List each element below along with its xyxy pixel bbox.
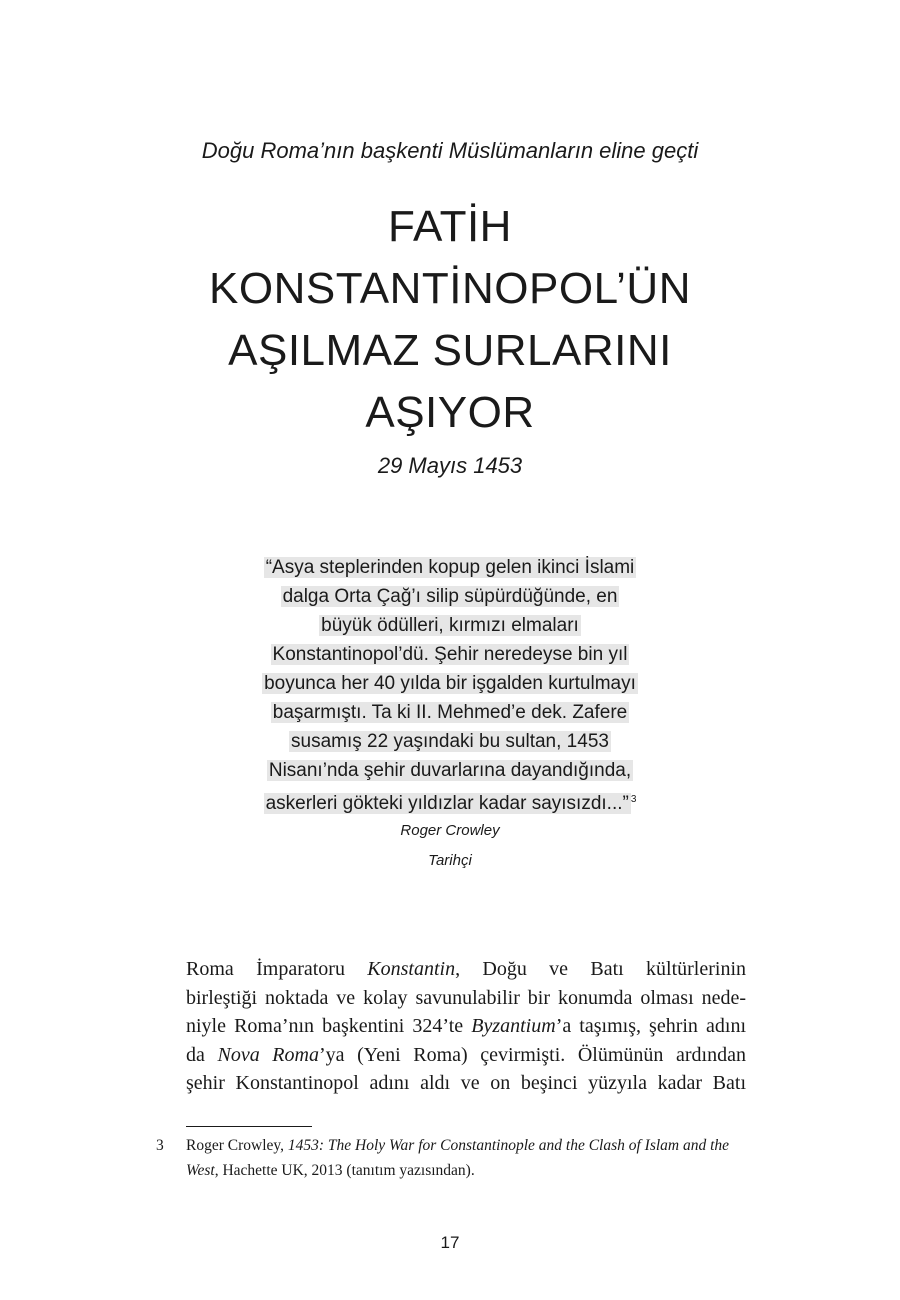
body-line: Roma İmparatoru Konstantin, Doğu ve Batı kültürlerinin bbox=[186, 958, 747, 980]
body-paragraph bbox=[186, 955, 746, 1098]
quote-line: Konstantinopol’dü. Şehir neredeyse bin yıl bbox=[272, 644, 628, 665]
quote-line: dalga Orta Çağ’ı silip süpürdüğünde, en bbox=[282, 586, 618, 607]
chapter-title bbox=[0, 196, 900, 444]
quote-author-role: Tarihçi bbox=[428, 852, 472, 869]
quote-line: büyük ödülleri, kırmızı elmaları bbox=[321, 615, 579, 636]
quote-line: askerleri gökteki yıldızlar kadar sayısızdı...” bbox=[265, 793, 629, 815]
footnote-number: 3 bbox=[156, 1137, 164, 1154]
title-line: AŞIYOR bbox=[365, 388, 535, 437]
italic-text: Nova Roma bbox=[217, 1043, 319, 1066]
quote-author: Roger Crowley bbox=[400, 822, 500, 839]
body-line: da Nova Roma’ya (Yeni Roma) çevirmişti. Ölümünün ardından bbox=[186, 1043, 746, 1066]
quote-line: “Asya steplerinden kopup gelen ikinci İslami bbox=[265, 557, 635, 578]
quote-line: başarmıştı. Ta ki II. Mehmed’e dek. Zafere bbox=[272, 702, 628, 723]
quote-line: susamış 22 yaşındaki bu sultan, 1453 bbox=[291, 731, 609, 752]
quote-line: boyunca her 40 yılda bir işgalden kurtulmayı bbox=[264, 673, 636, 694]
chapter-kicker: Doğu Roma’nın başkenti Müslümanların eline geçti bbox=[201, 138, 699, 163]
footnote-text: Roger Crowley, 1453: The Holy War for Constantinople and the Clash of Islam and the West, Hachette UK, 2013 (tanıtım yazısından). bbox=[186, 1137, 730, 1179]
title-line: AŞILMAZ SURLARINI bbox=[228, 326, 672, 375]
chapter-date: 29 Mayıs 1453 bbox=[377, 453, 523, 478]
body-line: birleştiği noktada ve kolay savunulabilir bir konumda olması nede- bbox=[186, 986, 746, 1009]
footnote-divider bbox=[186, 1126, 312, 1127]
page-number: 17 bbox=[440, 1233, 460, 1252]
italic-text: 1453: The Holy War for Constantinople and the Clash of Islam and the West bbox=[186, 1137, 730, 1179]
italic-text: Konstantin bbox=[367, 958, 456, 980]
italic-text: Byzantium bbox=[471, 1015, 556, 1037]
quote-line: Nisanı’nda şehir duvarlarına dayandığında, bbox=[268, 760, 632, 781]
title-line: KONSTANTİNOPOL’ÜN bbox=[209, 264, 691, 313]
title-line: FATİH bbox=[388, 202, 512, 251]
footnote-ref: 3 bbox=[630, 794, 637, 805]
epigraph-quote bbox=[0, 553, 900, 818]
body-line: şehir Konstantinopol adını aldı ve on beşinci yüzyıla kadar Batı bbox=[186, 1072, 746, 1094]
body-line: niyle Roma’nın başkentini 324’te Byzantium’a taşımış, şehrin adını bbox=[186, 1015, 747, 1037]
